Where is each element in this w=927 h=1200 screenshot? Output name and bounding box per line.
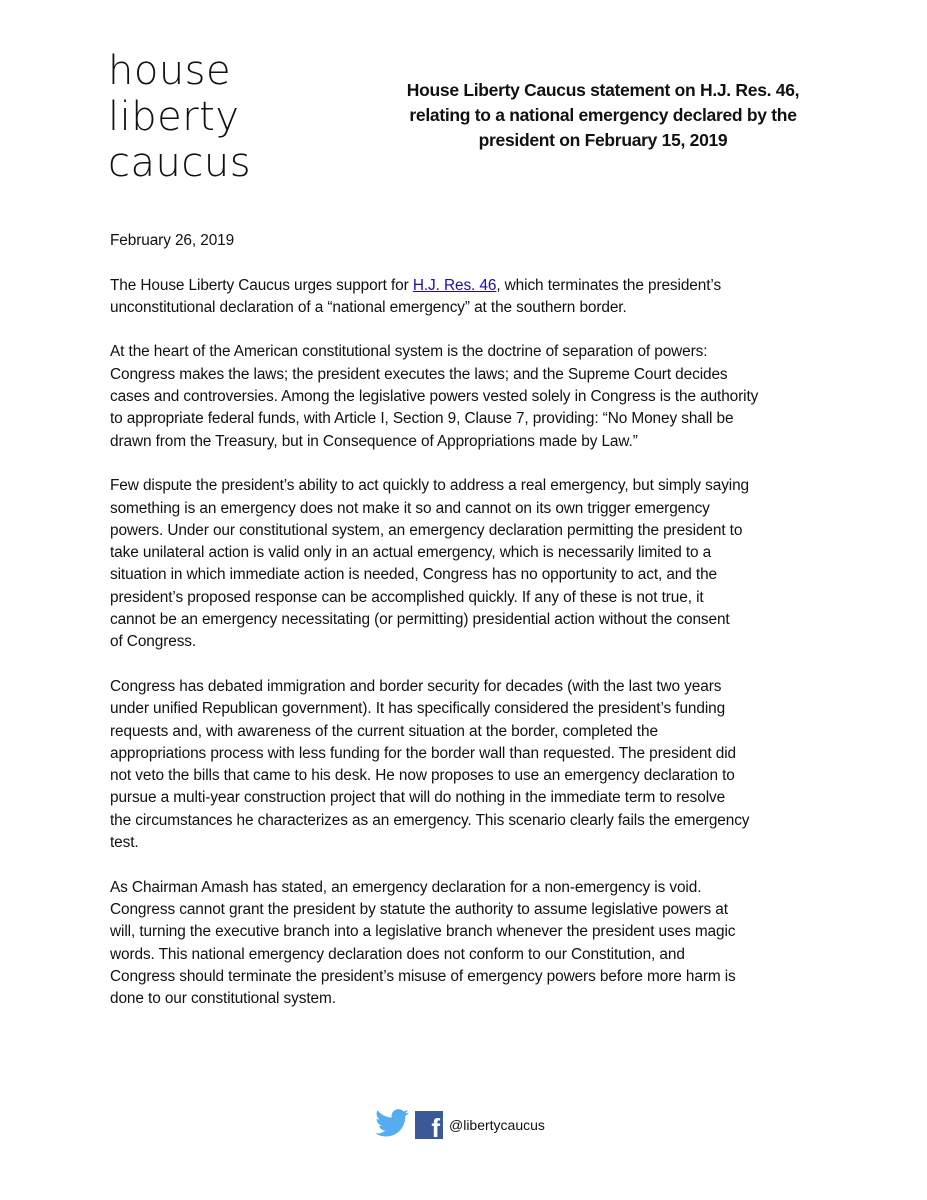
title-line: relating to a national emergency declared by the <box>409 105 797 125</box>
line: drawn from the Treasury, but in Consequence of Appropriations made by Law.” <box>110 432 638 450</box>
line: unconstitutional declaration of a “national emergency” at the southern border. <box>110 298 627 316</box>
line: done to our constitutional system. <box>110 990 336 1008</box>
line: under unified Republican government). It has specifically considered the president’s funding <box>110 700 726 718</box>
paragraph-3 <box>110 475 850 653</box>
line: of Congress. <box>110 633 197 651</box>
line: Congress makes the laws; the president executes the laws; and the Supreme Court decides <box>110 365 728 383</box>
line: words. This national emergency declaration does not conform to our Constitution, and <box>110 945 685 963</box>
logo-line: house <box>108 48 232 94</box>
line: not veto the bills that came to his desk. He now proposes to use an emergency declaration to <box>110 767 735 785</box>
hj-res-46-link[interactable]: H.J. Res. 46 <box>412 276 497 294</box>
line: Few dispute the president’s ability to act quickly to address a real emergency, but simply saying <box>110 477 750 495</box>
text: , which terminates the president’s <box>496 276 722 294</box>
line: As Chairman Amash has stated, an emergency declaration for a non-emergency is void. <box>110 878 702 896</box>
line: situation in which immediate action is needed, Congress has no opportunity to act, and the <box>110 566 717 584</box>
facebook-icon[interactable] <box>415 1111 443 1143</box>
line: appropriations process with less funding for the border wall than requested. The president did <box>110 744 736 762</box>
line <box>110 275 850 297</box>
line: Congress cannot grant the president by statute the authority to assume legislative powers at <box>110 900 728 918</box>
line: requests and, with awareness of the current situation at the border, completed the <box>110 722 658 740</box>
twitter-icon[interactable] <box>375 1109 409 1140</box>
line: cases and controversies. Among the legislative powers vested solely in Congress is the authority <box>110 388 759 406</box>
facebook-glyph: f <box>431 1112 440 1143</box>
line: the circumstances he characterizes as an emergency. This scenario clearly fails the emergency <box>110 811 750 829</box>
logo-line: caucus <box>108 140 252 186</box>
line: test. <box>110 834 139 852</box>
line: will, turning the executive branch into a legislative branch whenever the president uses magic <box>110 923 736 941</box>
logo <box>108 48 251 186</box>
paragraph-2 <box>110 341 850 452</box>
paragraph-1 <box>110 275 850 320</box>
line: cannot be an emergency necessitating (or permitting) presidential action without the consent <box>110 611 730 629</box>
line: At the heart of the American constitutional system is the doctrine of separation of powers: <box>110 343 708 361</box>
line: take unilateral action is valid only in an actual emergency, which is necessarily limited to a <box>110 544 712 562</box>
line: something is an emergency does not make it so and cannot on its own trigger emergency <box>110 499 710 517</box>
title-line: House Liberty Caucus statement on H.J. Res. 46, <box>406 80 800 100</box>
document-body <box>110 230 850 1033</box>
line: Congress has debated immigration and border security for decades (with the last two years <box>110 677 722 695</box>
social-handle[interactable]: @libertycaucus <box>449 1116 545 1133</box>
date <box>110 230 850 252</box>
logo-line: liberty <box>108 94 240 140</box>
line: pursue a multi-year construction project that will do nothing in the immediate term to resolve <box>110 789 726 807</box>
text: The House Liberty Caucus urges support for <box>110 276 413 294</box>
date-text: February 26, 2019 <box>110 232 235 249</box>
line: to appropriate federal funds, with Article I, Section 9, Clause 7, providing: “No Money shall be <box>110 410 734 428</box>
title-line: president on February 15, 2019 <box>478 130 728 150</box>
line: powers. Under our constitutional system, an emergency declaration permitting the president to <box>110 521 743 539</box>
line: president’s proposed response can be accomplished quickly. If any of these is not true, it <box>110 588 704 606</box>
paragraph-4 <box>110 676 850 854</box>
line: Congress should terminate the president’s misuse of emergency powers before more harm is <box>110 967 736 985</box>
paragraph-5 <box>110 877 850 1011</box>
document-title <box>370 78 836 153</box>
social-footer <box>375 1109 545 1143</box>
